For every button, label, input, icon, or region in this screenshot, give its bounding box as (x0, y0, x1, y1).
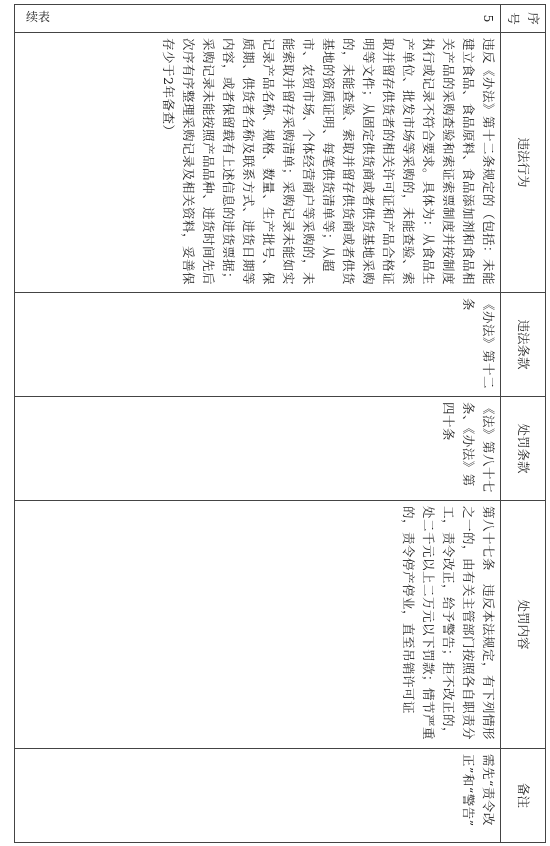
cell-remarks: 需先“责令改正”和“警告” (15, 749, 501, 843)
header-no: 序号 (501, 5, 546, 33)
table-header-row (501, 5, 546, 843)
cell-violated-clause: 《办法》第十二条 (15, 293, 501, 397)
header-violated-clause: 违法条款 (501, 293, 546, 397)
header-behavior: 违法行为 (501, 33, 546, 293)
table-row (15, 5, 501, 843)
header-remarks: 备注 (501, 749, 546, 843)
header-penalty-clause: 处罚条款 (501, 397, 546, 501)
cell-no: 5 (15, 5, 501, 33)
header-penalty-content: 处罚内容 (501, 501, 546, 749)
penalty-table (14, 4, 546, 843)
cell-penalty-content: 第八十七条 违反本法规定，有下列情形之一的，由有关主管部门按照各自职责分工，责令改正，给予警告；拒不改正的，处二千元以上二万元以下罚款；情节严重的，责令停产停业，直至吊销许可证 (15, 501, 501, 749)
continued-label: 续表 (26, 10, 51, 24)
cell-penalty-clause: 《法》第八十七条、《办法》第四十条 (15, 397, 501, 501)
cell-behavior: 违反《办法》第十二条规定的（包括：未能建立食品、食品原料、食品添加剂和食品相关产品的采购查验和索证索票制度并按制度执行或记录不符合要求。具体为：从食品生产单位、批发市场等采购的，未能查验、索取并留存供货者的相关许可证和产品合格证明等文件；从固定供货商或者供货基地采购的，未能查验、索取并留存供货商或者供货基地的资质证明、每笔供货清单等；从超市、农贸市场、个体经营商户等采购的，未能索取并留存采购清单；采购记录未能如实记录产品名称、规格、数量、生产批号、保质期、供货者名称及联系方式、进货日期等内容，或者保留载有上述信息的进货票据；采购记录未能按照产品品种、进货时间先后次序有序整理采购记录及相关资料，妥善保存少于2年备查） (15, 33, 501, 293)
